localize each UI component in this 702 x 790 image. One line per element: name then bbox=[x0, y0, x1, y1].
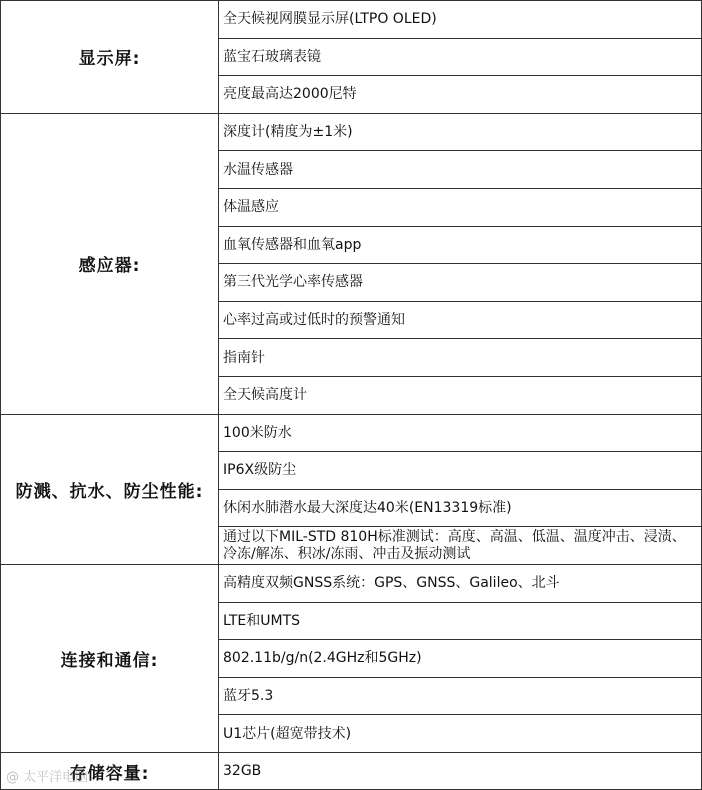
spec-value: 休闲水肺潜水最大深度达40米(EN13319标准) bbox=[219, 489, 702, 527]
section-label-display: 显示屏: bbox=[1, 1, 219, 114]
table-row bbox=[1, 564, 702, 602]
spec-value: IP6X级防尘 bbox=[219, 452, 702, 490]
spec-value: 通过以下MIL-STD 810H标准测试：高度、高温、低温、温度冲击、浸渍、冷冻/解冻、积冰/冻雨、冲击及振动测试 bbox=[219, 527, 702, 565]
spec-value: 32GB bbox=[219, 752, 702, 790]
table-row bbox=[1, 1, 702, 39]
spec-value: 指南针 bbox=[219, 339, 702, 377]
spec-value: 高精度双频GNSS系统：GPS、GNSS、Galileo、北斗 bbox=[219, 564, 702, 602]
spec-value: 全天候视网膜显示屏(LTPO OLED) bbox=[219, 1, 702, 39]
watermark: @ 太平洋电脑 bbox=[6, 770, 89, 785]
table-row bbox=[1, 414, 702, 452]
table-row bbox=[1, 113, 702, 151]
table-row bbox=[1, 752, 702, 790]
spec-value: LTE和UMTS bbox=[219, 602, 702, 640]
spec-value: 100米防水 bbox=[219, 414, 702, 452]
spec-value: 蓝宝石玻璃表镜 bbox=[219, 38, 702, 76]
spec-value: 血氧传感器和血氧app bbox=[219, 226, 702, 264]
spec-value: 体温感应 bbox=[219, 188, 702, 226]
spec-value: U1芯片(超宽带技术) bbox=[219, 715, 702, 753]
spec-value: 水温传感器 bbox=[219, 151, 702, 189]
spec-value: 心率过高或过低时的预警通知 bbox=[219, 301, 702, 339]
section-label-connectivity: 连接和通信: bbox=[1, 564, 219, 752]
section-label-water-dust: 防溅、抗水、防尘性能: bbox=[1, 414, 219, 564]
spec-value: 第三代光学心率传感器 bbox=[219, 264, 702, 302]
spec-value: 深度计(精度为±1米) bbox=[219, 113, 702, 151]
spec-value: 亮度最高达2000尼特 bbox=[219, 76, 702, 114]
spec-value: 802.11b/g/n(2.4GHz和5GHz) bbox=[219, 640, 702, 678]
section-label-storage: 存储容量: bbox=[1, 752, 219, 790]
spec-value: 全天候高度计 bbox=[219, 376, 702, 414]
spec-value: 蓝牙5.3 bbox=[219, 677, 702, 715]
section-label-sensors: 感应器: bbox=[1, 113, 219, 414]
